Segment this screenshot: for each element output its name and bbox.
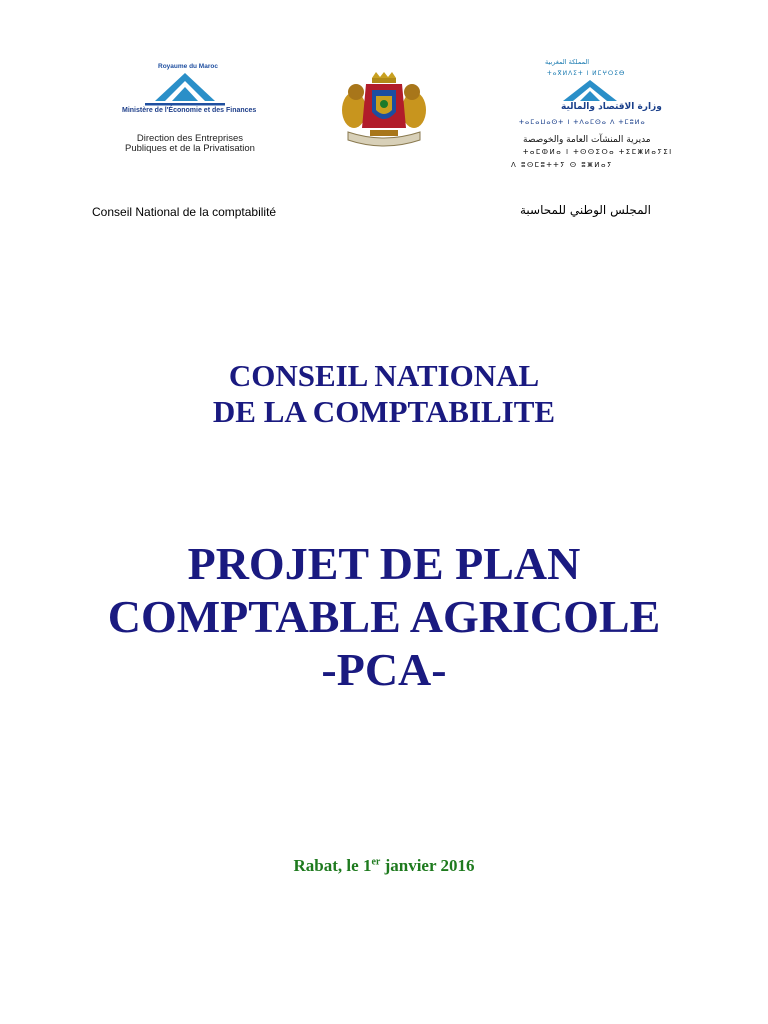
document-title-line-3: -PCA- xyxy=(321,644,447,695)
place-date xyxy=(0,856,768,876)
ministry-mountain-icon xyxy=(140,71,230,107)
tifinagh-kingdom-label: ⵜⴰⴳⵍⴷⵉⵜ ⵏ ⵍⵎⵖⵔⵉⴱ xyxy=(547,70,626,77)
ar-kingdom-label: المملكة المغربية xyxy=(545,58,590,66)
kingdom-label: Royaume du Maroc xyxy=(158,63,218,70)
direction-line-2: Publiques et de la Privatisation xyxy=(125,143,255,154)
cnc-french-label: Conseil National de la comptabilité xyxy=(92,205,277,219)
direction-label xyxy=(110,134,270,154)
ar-ministry-label: وزارة الاقتصاد والمالية xyxy=(561,102,662,112)
organization-title xyxy=(0,358,768,430)
ministry-logo-left xyxy=(100,55,280,165)
document-title xyxy=(0,537,768,696)
date-prefix: Rabat, le 1 xyxy=(293,856,372,875)
direction-line-1: Direction des Entreprises xyxy=(136,133,244,144)
cnc-arabic-label: المجلس الوطني للمحاسبة xyxy=(520,203,652,217)
tifinagh-direction-line-2: ⴷ ⵓⵙⵎⵓⵜⵜⵢ ⵙ ⵓⵥⵍⴰⵢ xyxy=(511,161,613,169)
document-title-line-2: COMPTABLE AGRICOLE xyxy=(107,591,661,642)
royal-coat-of-arms xyxy=(340,72,428,159)
tifinagh-direction-line-1: ⵜⴰⵎⵀⵍⴰ ⵏ ⵜⵙⵙⵉⵔⴰ ⵜⵉⵎⵥⵍⴰⵢⵉⵏ xyxy=(523,148,673,156)
ministry-logo-right xyxy=(505,55,675,175)
tifinagh-ministry-label: ⵜⴰⵎⴰⵡⴰⵙⵜ ⵏ ⵜⴷⴰⵎⵙⴰ ⴷ ⵜⵎⵓⵍⴰ xyxy=(519,118,646,126)
ministry-mountain-icon-right xyxy=(535,79,645,103)
ministry-label: Ministère de l'Économie et des Finances xyxy=(122,107,257,114)
date-suffix: janvier 2016 xyxy=(380,856,475,875)
ar-direction-label: مديرية المنشآت العامة والخوصصة xyxy=(523,135,651,145)
organization-title-line-2: DE LA COMPTABILITE xyxy=(212,394,556,429)
organization-title-line-1: CONSEIL NATIONAL xyxy=(228,358,540,393)
coat-of-arms-icon xyxy=(340,72,428,154)
document-title-line-1: PROJET DE PLAN xyxy=(187,538,581,589)
date-superscript: er xyxy=(371,856,381,868)
